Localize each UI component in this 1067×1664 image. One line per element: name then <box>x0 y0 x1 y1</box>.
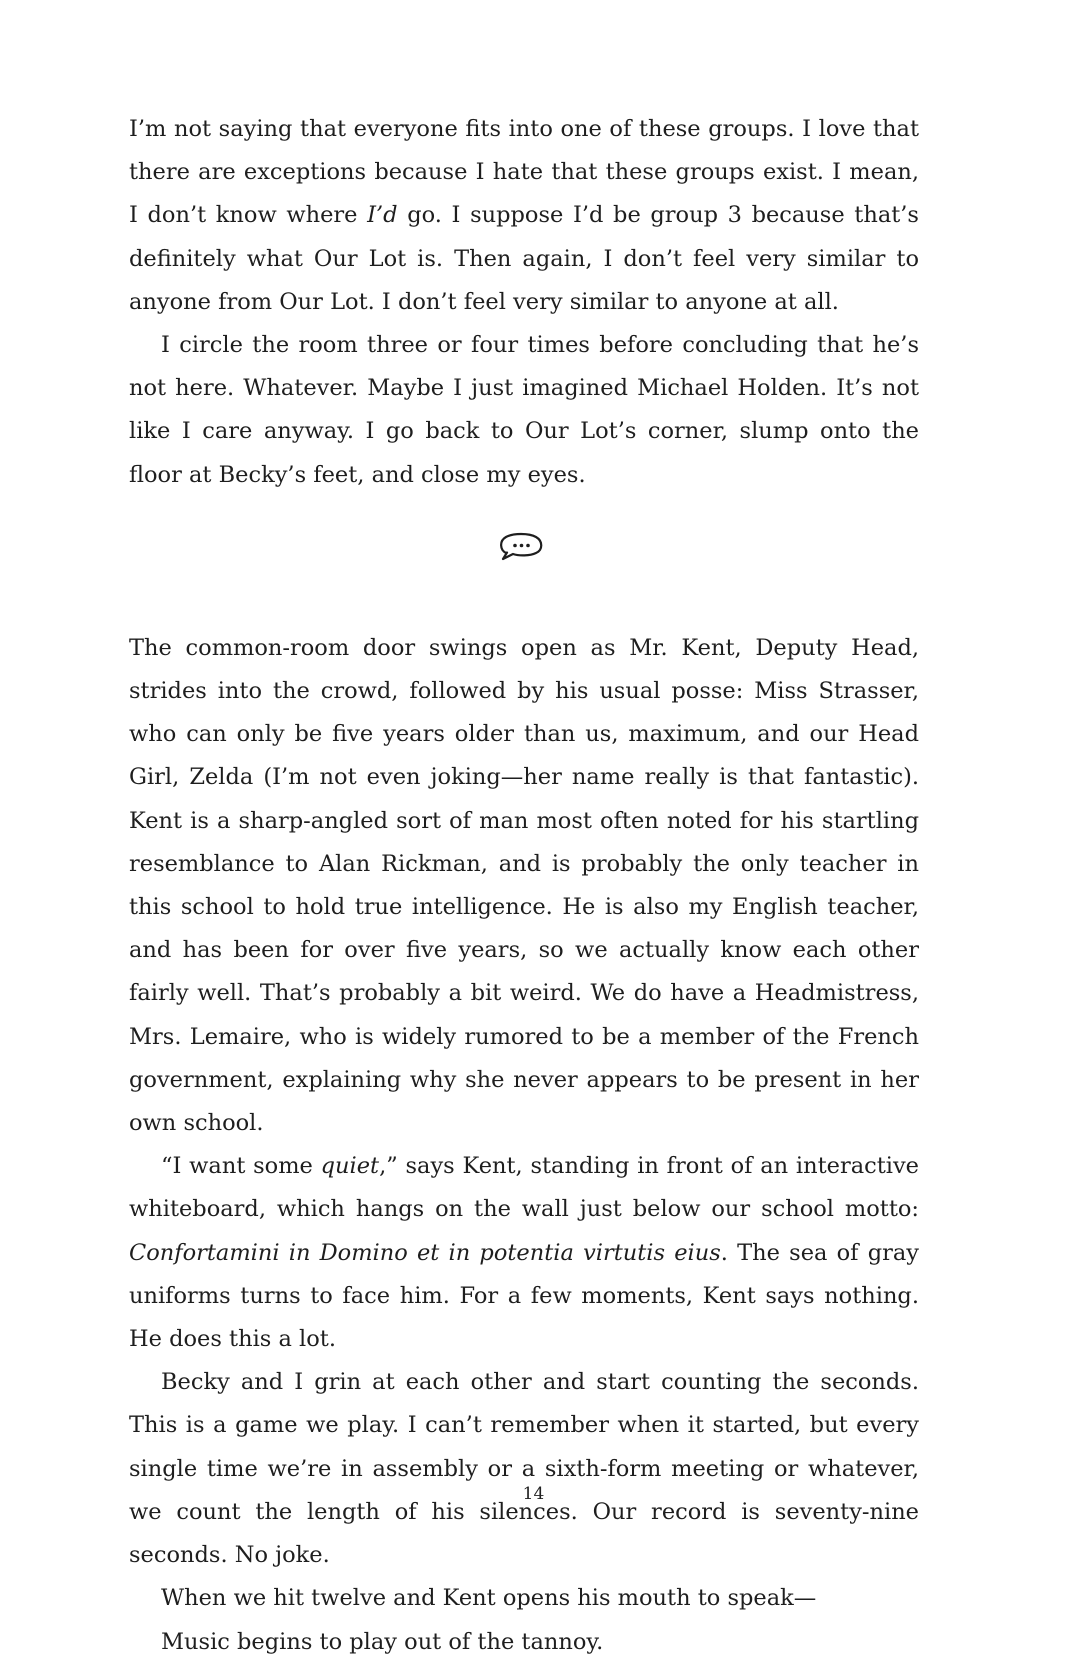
text-run: “I want some <box>161 1153 321 1180</box>
paragraph-p7 <box>129 1621 919 1664</box>
text-run: ,” says Kent, standing in front of an interactive whiteboard, which hangs on the wall just below our school motto: <box>129 1153 919 1223</box>
text-run: Music begins to play out of the tannoy. <box>161 1628 604 1655</box>
paragraph-p5 <box>129 1361 919 1577</box>
speech-bubble-ellipsis-icon <box>497 531 545 561</box>
paragraph-p1 <box>129 108 919 324</box>
text-run: . The sea of gray uniforms turns to face him. For a few moments, Kent says nothing. He does this a lot. <box>129 1239 919 1353</box>
section-break <box>129 497 919 627</box>
text-run: Becky and I grin at each other and start counting the seconds. This is a game we play. I can’t remember when it started, but every single time we’re in assembly or a sixth-form meeting or whatever, we count the length of his silences. Our record is seventy-nine seconds. No joke. <box>129 1369 919 1569</box>
italic-text: Confortamini in Domino et in potentia virtutis eius <box>129 1239 721 1266</box>
text-run: I’m not saying that everyone fits into one of these groups. I love that there are exceptions because I hate that these groups exist. I mean, I don’t know where <box>129 116 919 229</box>
text-run: When we hit twelve and Kent opens his mouth to speak— <box>161 1585 817 1612</box>
page-number: 14 <box>522 1484 545 1504</box>
paragraph-p6 <box>129 1577 919 1620</box>
text-run: I circle the room three or four times before concluding that he’s not here. Whatever. Maybe I just imagined Michael Holden. It’s not like I care anyway. I go back to Our Lot’s corner, slump onto the floor at Becky’s feet, and close my eyes. <box>129 332 919 488</box>
text-run: go. I suppose I’d be group 3 because that’s definitely what Our Lot is. Then again, I don’t feel very similar to anyone from Our Lot. I don’t feel very similar to anyone at all. <box>129 202 919 315</box>
page-body <box>129 108 919 1664</box>
text-run: The common-room door swings open as Mr. Kent, Deputy Head, strides into the crowd, followed by his usual posse: Miss Strasser, who can only be five years older than us, maximum, and our Head Girl, Zelda (I’m not even joking—her name really is that fantastic). Kent is a sharp-angled sort of man most often noted for his startling resemblance to Alan Rickman, and is probably the only teacher in this school to hold true intelligence. He is also my English teacher, and has been for over five years, so we actually know each other fairly well. That’s probably a bit weird. We do have a Headmistress, Mrs. Lemaire, who is widely rumored to be a member of the French government, explaining why she never appears to be present in her own school. <box>129 634 919 1137</box>
text-block-top <box>129 108 919 497</box>
paragraph-p4 <box>129 1145 919 1361</box>
italic-text: quiet <box>320 1153 380 1180</box>
paragraph-p2 <box>129 324 919 497</box>
paragraph-p3 <box>129 627 919 1145</box>
italic-text: I’d <box>367 202 398 229</box>
text-block-bottom <box>129 627 919 1664</box>
